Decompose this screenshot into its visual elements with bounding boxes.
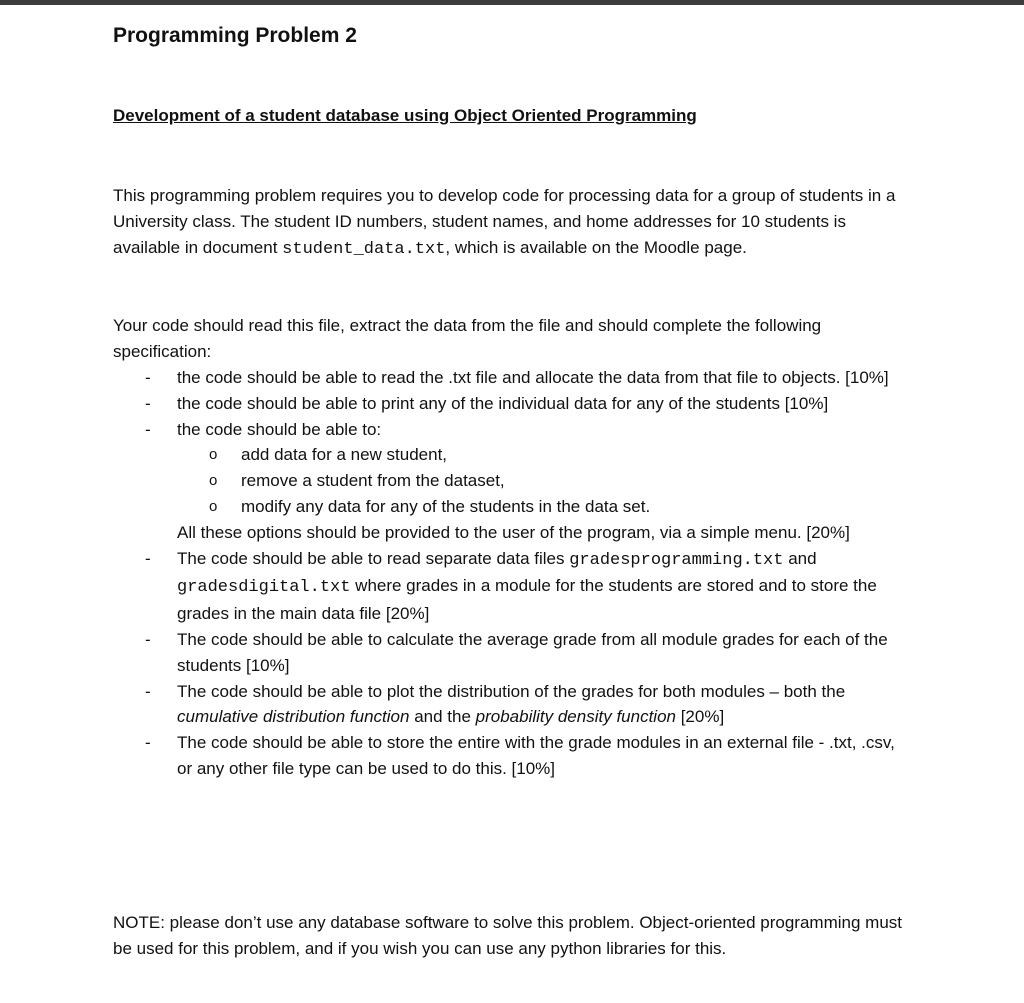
circle-bullet-icon: o: [209, 446, 218, 464]
bullet-dash: -: [145, 629, 151, 649]
spec-item-text: the code should be able to print any of the individual data for any of the students [10%]: [177, 393, 829, 413]
top-border: [0, 0, 1024, 5]
note-paragraph: NOTE: please don’t use any database software to solve this problem. Object-oriented programming must be used for this problem, and if you wish you can use any python libraries for this.: [113, 913, 902, 958]
sub-item-text: add data for a new student,: [241, 445, 448, 465]
bullet-dash: -: [145, 733, 151, 753]
intro-text-1: This programming problem requires you to develop code for processing data for a group of students in a University class. The student ID numbers, student names, and home addresses for 10 students is available in document: [113, 186, 896, 257]
spec-item-read-file: [113, 365, 913, 391]
spec-item-text-2: and the: [409, 707, 476, 727]
spec-item-print-data: [113, 391, 913, 417]
spec-item-text-2: and: [783, 548, 817, 568]
spec-item-plot-distribution: [113, 679, 913, 731]
spec-item-text-3: [20%]: [675, 707, 725, 727]
spec-item-text: The code should be able to calculate the average grade from all module grades for each of the students [10%]: [177, 629, 888, 675]
spec-item-menu-options: [113, 417, 913, 546]
document-subtitle: Development of a student database using Object Oriented Programming: [113, 106, 697, 125]
document-title: Programming Problem 2: [113, 24, 357, 47]
grades-programming-filename: gradesprogramming.txt: [569, 550, 784, 570]
bullet-dash: -: [145, 548, 151, 568]
spec-item-text-3: where grades in a module for the students are stored and to store the grades in the main data file [20%]: [177, 576, 877, 624]
spec-item-read-grades: [113, 546, 913, 627]
intro-paragraph: [113, 183, 913, 262]
sub-item-modify-data: [177, 494, 913, 520]
circle-bullet-icon: o: [209, 497, 218, 515]
sub-item-text: modify any data for any of the students in the data set.: [241, 496, 651, 516]
sub-item-remove-student: [177, 468, 913, 494]
menu-options-sublist: [177, 442, 913, 519]
spec-item-text: the code should be able to:: [177, 419, 382, 439]
grades-digital-filename: gradesdigital.txt: [177, 578, 351, 598]
specification-list: [113, 365, 913, 782]
bullet-dash: -: [145, 681, 151, 701]
spec-intro-paragraph: Your code should read this file, extract the data from the file and should complete the following specification:: [113, 316, 822, 361]
sub-item-text: remove a student from the dataset,: [241, 471, 505, 491]
student-data-filename: student_data.txt: [282, 239, 446, 259]
spec-item-text: the code should be able to read the .txt file and allocate the data from that file to objects. [10%]: [177, 368, 889, 387]
spec-item-text: The code should be able to store the entire with the grade modules in an external file - .txt, .csv, or any other file type can be used to do this. [10%]: [177, 733, 895, 778]
spec-item-text-1: The code should be able to plot the distribution of the grades for both modules – both the: [177, 681, 846, 701]
circle-bullet-icon: o: [209, 472, 218, 490]
bullet-dash: -: [145, 419, 151, 439]
spec-item-average-grade: [113, 627, 913, 679]
pdf-term: probability density function: [475, 707, 676, 727]
spec-item-export-file: [113, 730, 913, 782]
spec-item-tail-text: All these options should be provided to the user of the program, via a simple menu. [20%]: [177, 522, 850, 542]
sub-item-add-student: [177, 442, 913, 468]
cdf-term: cumulative distribution function: [177, 707, 410, 727]
bullet-dash: -: [145, 393, 151, 413]
spec-item-text-1: The code should be able to read separate data files: [177, 548, 570, 568]
bullet-dash: -: [145, 368, 151, 387]
intro-text-2: , which is available on the Moodle page.: [445, 237, 747, 257]
